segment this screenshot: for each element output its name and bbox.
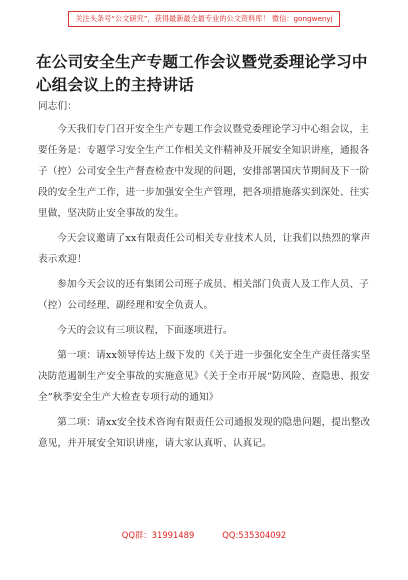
paragraph-4: 今天的会议有三项议程，下面逐项进行。	[57, 325, 233, 336]
promo-banner: 关注头条号“公文研究”，获得最新最全最专业的公文资料库！ 微信：gongwenyj	[68, 11, 339, 27]
page-footer	[0, 528, 408, 542]
qq-number-label: QQ:535304092	[222, 530, 287, 540]
header-banner-wrap	[0, 6, 408, 27]
paragraph-2: 今天会议邀请了xx有限责任公司相关专业技术人员，让我们以热烈的掌声表示欢迎！	[38, 233, 371, 265]
paragraph-1: 今天我们专门召开安全生产专题工作会议暨党委理论学习中心组会议，主要任务是：专题学习安全生产工作相关文件精神及开展安全知识讲座，通报各子（控）公司安全生产督查检查中发现的问题，安排部署国庆节期间及下一阶段的安全生产工作，进一步加强安全生产管理，把各项措施落实到深处、往实里做，坚决防止安全事故的发生。	[38, 124, 370, 219]
salutation: 同志们：	[38, 101, 77, 112]
paragraph-5: 第一项：请xx领导传达上级下发的《关于进一步强化安全生产责任落实坚决防范遏制生产安全事故的实施意见》《关于全市开展“防风险、查隐患、报安全”秋季安全生产大检查专项行动的通知》	[38, 350, 371, 403]
document-title: 在公司安全生产专题工作会议暨党委理论学习中心组会议上的主持讲话	[36, 53, 368, 94]
paragraph-6: 第二项：请xx安全技术咨询有限责任公司通报发现的隐患问题，提出整改意见，并开展安全知识讲座，请大家认真听、认真记。	[38, 417, 371, 449]
document-body	[38, 96, 376, 458]
paragraph-3: 参加今天会议的还有集团公司班子成员、相关部门负责人及工作人员、子（控）公司经理、副经理和安全负责人。	[38, 279, 369, 311]
qq-group-label: QQ群：31991489	[121, 530, 195, 540]
